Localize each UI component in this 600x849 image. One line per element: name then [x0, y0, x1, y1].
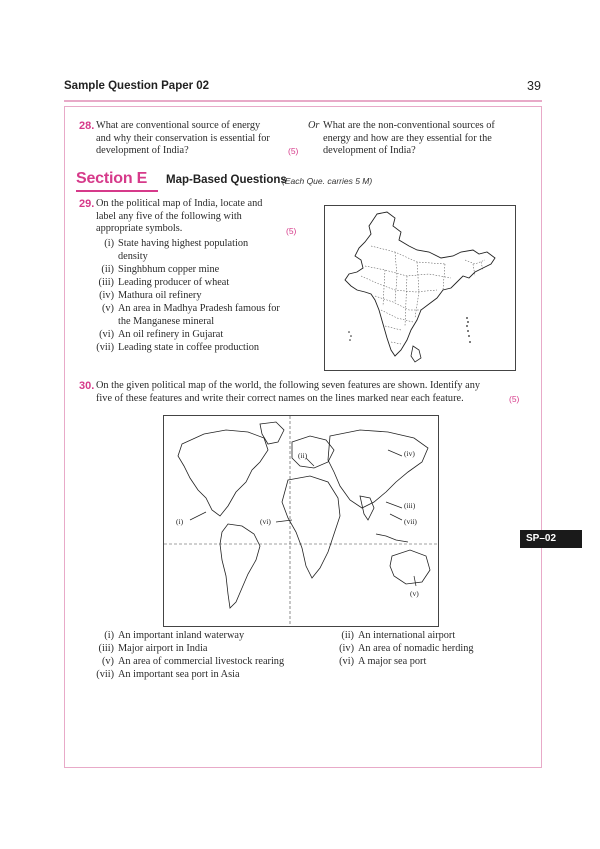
- item-num: (vi): [339, 656, 354, 667]
- q28-text: [96, 120, 306, 158]
- q29-item: [90, 329, 224, 342]
- india-map-frame: [324, 205, 516, 371]
- item-num: (iii): [98, 643, 114, 654]
- q29-line: appropriate symbols.: [96, 223, 183, 235]
- q28-alt-text: [323, 120, 523, 158]
- q30-marks: (5): [509, 394, 520, 404]
- item-line: An oil refinery in Gujarat: [118, 329, 224, 340]
- q29-item: [90, 303, 280, 327]
- australia: [390, 550, 430, 584]
- item-line: Leading state in coffee production: [118, 342, 260, 353]
- q30-number: 30.: [79, 380, 95, 392]
- map-label-v: (v): [410, 589, 419, 598]
- world-map: [164, 416, 438, 626]
- map-label-ii: (ii): [298, 451, 308, 460]
- q29-item: [90, 290, 202, 303]
- item-line: An area in Madhya Pradesh famous for: [118, 303, 280, 314]
- item-line: density: [118, 250, 148, 262]
- q30-item: [90, 656, 285, 669]
- item-num: (vii): [96, 669, 114, 680]
- item-num: (iii): [98, 277, 114, 288]
- item-text: An international airport: [358, 630, 456, 641]
- africa: [282, 476, 340, 578]
- section-label: Section E: [76, 170, 148, 187]
- world-map-frame: [163, 415, 439, 627]
- q29-item: [90, 277, 230, 290]
- q29-number: 29.: [79, 198, 95, 210]
- q29-line: label any five of the following with: [96, 210, 242, 222]
- north-america: [178, 430, 268, 516]
- item-num: (v): [101, 656, 114, 667]
- item-text: An important sea port in Asia: [118, 669, 240, 680]
- q28-line: and why their conservation is essential for: [96, 132, 270, 144]
- item-line: State having highest population: [118, 238, 249, 249]
- map-label-i: (i): [176, 517, 184, 526]
- item-text: An important inland waterway: [118, 630, 245, 641]
- item-text: A major sea port: [358, 656, 427, 667]
- item-line: the Manganese mineral: [118, 315, 215, 327]
- section-underline: [76, 190, 158, 192]
- india-outline: [345, 212, 495, 356]
- item-line: Mathura oil refinery: [118, 290, 202, 301]
- item-num: (iv): [339, 643, 354, 654]
- running-header: Sample Question Paper 02: [64, 80, 210, 92]
- item-text: Major airport in India: [118, 643, 208, 654]
- header-rule: [64, 100, 542, 102]
- q28-line: What are conventional source of energy: [96, 120, 261, 131]
- q30-line: On the given political map of the world, the following seven features are shown. Identify any: [96, 380, 481, 391]
- map-label-iii: (iii): [404, 501, 416, 510]
- paper-tab: SP–02: [520, 530, 582, 548]
- q28-alt-line: development of India?: [323, 145, 416, 157]
- item-num: (i): [104, 238, 114, 249]
- item-num: (ii): [341, 630, 354, 641]
- q30-item: [330, 643, 474, 656]
- asia: [328, 430, 428, 508]
- item-num: (ii): [101, 264, 114, 275]
- map-label-vii: (vii): [404, 517, 417, 526]
- q30-item: [90, 643, 208, 656]
- item-text: An area of nomadic herding: [358, 643, 474, 654]
- sri-lanka: [411, 346, 421, 362]
- q30-item: [90, 630, 245, 643]
- q29-item: [90, 264, 220, 277]
- q28-alt-line: What are the non-conventional sources of: [323, 120, 495, 131]
- section-title: Map-Based Questions: [166, 174, 287, 186]
- q28-line: development of India?: [96, 145, 189, 157]
- q29-line: On the political map of India, locate and: [96, 198, 263, 209]
- map-label-vi: (vi): [260, 517, 271, 526]
- map-pointers: [190, 450, 416, 586]
- q30-line: five of these features and write their correct names on the lines marked near each feature.: [96, 392, 464, 404]
- item-num: (vi): [99, 329, 114, 340]
- south-america: [220, 524, 260, 608]
- india-map: [325, 206, 515, 370]
- greenland: [260, 422, 284, 444]
- item-line: Singhbhum copper mine: [118, 264, 220, 275]
- q30-item: [90, 669, 240, 682]
- item-num: (i): [104, 630, 114, 641]
- q29-marks: (5): [286, 226, 297, 236]
- state-borders: [361, 246, 451, 344]
- item-num: (iv): [99, 290, 114, 301]
- page-number: 39: [527, 79, 541, 93]
- q28-alt-line: energy and how are they essential for the: [323, 132, 492, 144]
- item-line: Leading producer of wheat: [118, 277, 230, 288]
- q28-number: 28.: [79, 120, 95, 132]
- map-label-iv: (iv): [404, 449, 415, 458]
- section-note: (Each Que. carries 5 M): [282, 176, 373, 186]
- q29-item: [90, 238, 249, 262]
- q29-text: [96, 198, 306, 236]
- q28-or-label: Or: [308, 120, 320, 131]
- indonesia: [376, 534, 408, 542]
- q30-item: [330, 630, 456, 643]
- item-num: (vii): [96, 342, 114, 353]
- q30-item: [330, 656, 427, 669]
- q30-text: [96, 380, 526, 405]
- q29-item: [90, 342, 260, 355]
- item-text: An area of commercial livestock rearing: [118, 656, 285, 667]
- q28-marks: (5): [288, 146, 299, 156]
- item-num: (v): [101, 303, 114, 314]
